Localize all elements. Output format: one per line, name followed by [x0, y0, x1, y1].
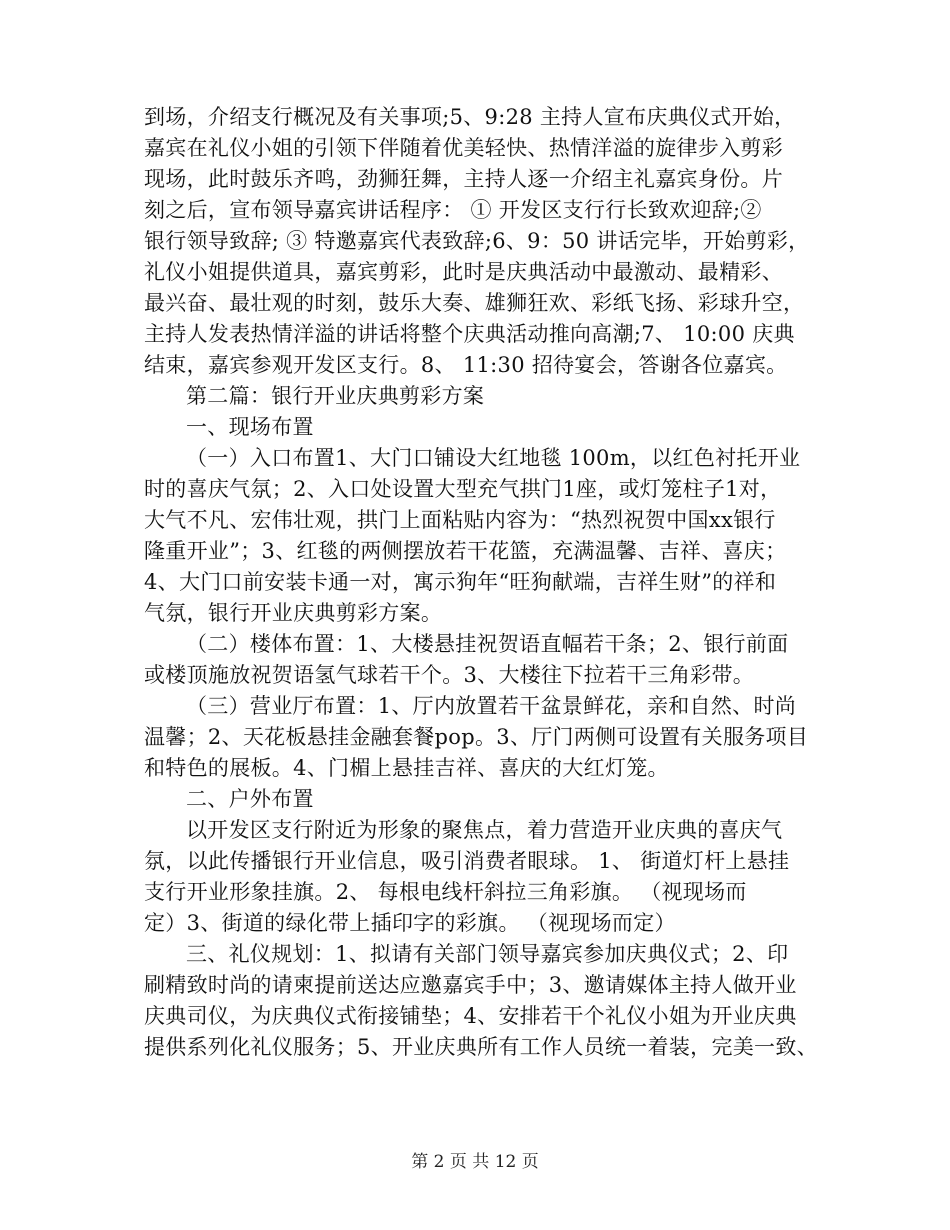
page-footer: 第 2 页 共 12 页 [411, 1152, 539, 1172]
text-line: 支行开业形象挂旗。2、 每根电线杆斜拉三角彩旗。 （视现场而 [144, 880, 747, 904]
text-line: 大气不凡、宏伟壮观，拱门上面粘贴内容为：“热烈祝贺中国xx银行 [144, 508, 776, 532]
section-heading: 一、现场布置 [186, 415, 314, 439]
text-line: 刻之后，宣布领导嘉宾讲话程序： ① 开发区支行行长致欢迎辞;② [144, 198, 762, 222]
text-line: 最兴奋、最壮观的时刻，鼓乐大奏、雄狮狂欢、彩纸飞扬、彩球升空， [144, 291, 805, 315]
text-line: 刷精致时尚的请柬提前送达应邀嘉宾手中；3、邀请媒体主持人做开业 [144, 973, 797, 997]
text-line: （二）楼体布置：1、大楼悬挂祝贺语直幅若干条；2、银行前面 [186, 632, 789, 656]
section-title: 第二篇：银行开业庆典剪彩方案 [186, 384, 485, 408]
document-body [144, 102, 818, 1063]
text-line: 时的喜庆气氛；2、入口处设置大型充气拱门1座，或灯笼柱子1对， [144, 477, 782, 501]
section-heading: 二、户外布置 [186, 787, 314, 811]
text-line: 主持人发表热情洋溢的讲话将整个庆典活动推向高潮;7、 10:00 庆典 [144, 322, 795, 346]
text-line: 氛，以此传播银行开业信息，吸引消费者眼球。 1、 街道灯杆上悬挂 [144, 849, 790, 873]
text-line: 庆典司仪，为庆典仪式衔接铺垫；4、安排若干个礼仪小姐为开业庆典 [144, 1004, 797, 1028]
text-line: 定）3、街道的绿化带上插印字的彩旗。 （视现场而定） [144, 911, 676, 935]
text-line: 4、大门口前安装卡通一对，寓示狗年“旺狗献端，吉祥生财”的祥和 [144, 570, 777, 594]
text-line: （一）入口布置1、大门口铺设大红地毯 100m，以红色衬托开业 [186, 446, 801, 470]
text-line: 结束，嘉宾参观开发区支行。8、 11:30 招待宴会，答谢各位嘉宾。 [144, 353, 788, 377]
section-heading: 三、礼仪规划：1、拟请有关部门领导嘉宾参加庆典仪式；2、印 [186, 942, 789, 966]
text-line: 提供系列化礼仪服务；5、开业庆典所有工作人员统一着装，完美一致、 [144, 1035, 818, 1059]
text-line: 礼仪小姐提供道具，嘉宾剪彩，此时是庆典活动中最激动、最精彩、 [144, 260, 783, 284]
text-line: （三）营业厅布置：1、厅内放置若干盆景鲜花，亲和自然、时尚 [186, 694, 797, 718]
text-line: 和特色的展板。4、门楣上悬挂吉祥、喜庆的大红灯笼。 [144, 756, 669, 780]
text-line: 温馨；2、天花板悬挂金融套餐pop。3、厅门两侧可设置有关服务项目 [144, 725, 809, 749]
text-line: 嘉宾在礼仪小姐的引领下伴随着优美轻快、热情洋溢的旋律步入剪彩 [144, 136, 783, 160]
text-line: 隆重开业”；3、红毯的两侧摆放若干花篮，充满温馨、吉祥、喜庆； [144, 539, 787, 563]
text-line: 银行领导致辞; ③ 特邀嘉宾代表致辞;6、9：50 讲话完毕，开始剪彩， [144, 229, 810, 253]
text-line: 气氛，银行开业庆典剪彩方案。 [144, 601, 443, 625]
text-line: 以开发区支行附近为形象的聚焦点，着力营造开业庆典的喜庆气 [186, 818, 783, 842]
text-line: 到场，介绍支行概况及有关事项;5、9:28 主持人宣布庆典仪式开始， [144, 105, 796, 129]
text-line: 现场，此时鼓乐齐鸣，劲狮狂舞，主持人逐一介绍主礼嘉宾身份。片 [144, 167, 783, 191]
text-line: 或楼顶施放祝贺语氢气球若干个。3、大楼往下拉若干三角彩带。 [144, 663, 755, 687]
